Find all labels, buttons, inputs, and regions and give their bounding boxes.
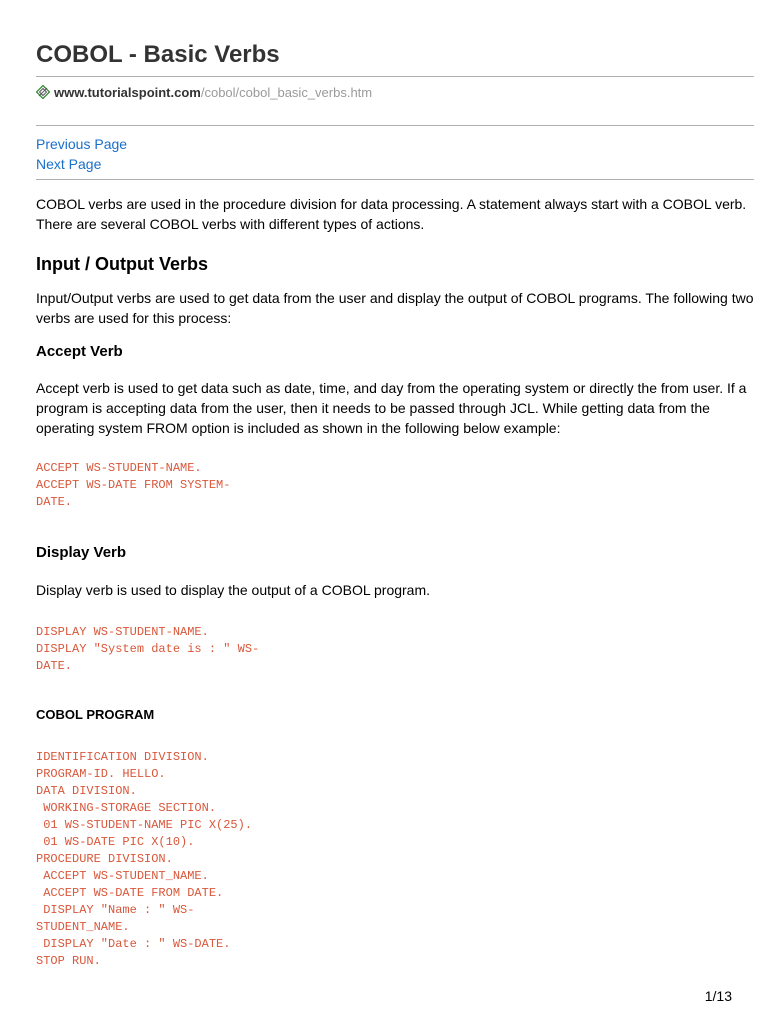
accept-verb-line-3: operating system FROM option is included as shown in the following below example:	[36, 420, 561, 436]
accept-verb-line-1: Accept verb is used to get data such as date, time, and day from the operating system or directly the from user. If a	[36, 380, 747, 396]
display-code-block: DISPLAY WS-STUDENT-NAME. DISPLAY "System date is : " WS- DATE.	[36, 625, 260, 673]
page-title: COBOL - Basic Verbs	[36, 41, 280, 68]
accept-code-block: ACCEPT WS-STUDENT-NAME. ACCEPT WS-DATE FROM SYSTEM- DATE.	[36, 461, 231, 509]
display-verb-heading: Display Verb	[36, 544, 127, 561]
io-verbs-line-2: verbs are used for this process:	[36, 310, 232, 326]
intro-line-1: COBOL verbs are used in the procedure division for data processing. A statement always start with a COBOL verb.	[36, 196, 747, 212]
tutorialspoint-diamond-icon	[36, 85, 50, 99]
title-divider	[36, 76, 754, 77]
accept-verb-line-2: program is accepting data from the user, then it needs to be passed through JCL. While getting data from the	[36, 400, 710, 416]
display-verb-text: Display verb is used to display the output of a COBOL program.	[36, 582, 431, 598]
intro-line-2: There are several COBOL verbs with different types of actions.	[36, 216, 425, 232]
source-url-row	[36, 84, 372, 102]
io-verbs-heading: Input / Output Verbs	[36, 254, 208, 274]
next-page-link[interactable]: Next Page	[36, 156, 102, 172]
nav-divider	[36, 179, 754, 180]
page-number: 1/13	[704, 988, 732, 1004]
previous-page-link[interactable]: Previous Page	[36, 136, 128, 152]
cobol-program-heading: COBOL PROGRAM	[36, 707, 155, 722]
cobol-program-code-block: IDENTIFICATION DIVISION. PROGRAM-ID. HELLO. DATA DIVISION. WORKING-STORAGE SECTION. 01 WS-STUDENT-NAME PIC X(25). 01 WS-DATE PIC X(10). PROCEDURE DIVISION. ACCEPT WS-STUDENT_NAME. ACCEPT WS-DATE FROM DATE. DISPLAY "Name : " WS- STUDENT_NAME. DISPLAY "Date : " WS-DATE. STOP RUN.	[36, 750, 253, 968]
source-domain[interactable]: www.tutorialspoint.com	[54, 85, 201, 100]
io-verbs-line-1: Input/Output verbs are used to get data from the user and display the output of COBOL programs. The following two	[36, 290, 754, 306]
accept-verb-heading: Accept Verb	[36, 343, 123, 360]
source-path[interactable]: /cobol/cobol_basic_verbs.htm	[200, 85, 373, 100]
header-divider	[36, 125, 754, 126]
